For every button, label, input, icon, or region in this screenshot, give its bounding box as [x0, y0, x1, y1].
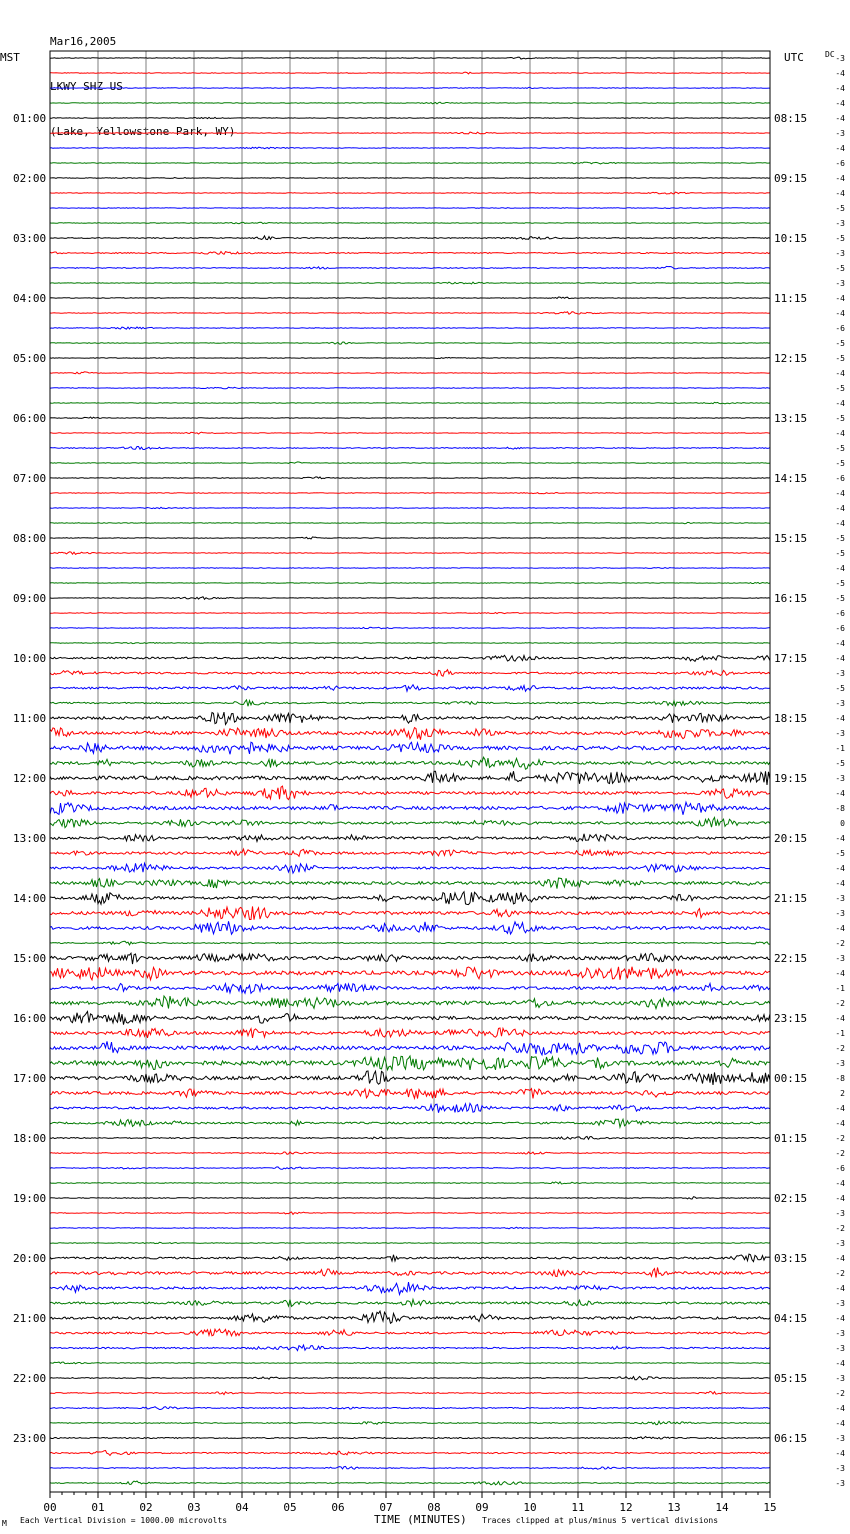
dc-offset-label: -4	[835, 1104, 845, 1113]
right-hour-label: 20:15	[774, 832, 808, 845]
trace-line-67	[50, 1056, 770, 1070]
left-hour-label: 10:00	[13, 652, 47, 665]
right-hour-label: 15:15	[774, 532, 808, 545]
left-hour-label: 18:00	[13, 1132, 47, 1145]
dc-offset-label: -4	[835, 99, 845, 108]
dc-offset-label: -4	[835, 1179, 845, 1188]
trace-line-61	[50, 967, 770, 980]
dc-offset-label: -4	[835, 114, 845, 123]
dc-offset-label: -5	[835, 204, 845, 213]
trace-line-10	[50, 208, 770, 209]
dc-offset-label: -4	[835, 489, 845, 498]
dc-offset-label: -5	[835, 849, 845, 858]
dc-offset-label: -6	[835, 159, 845, 168]
x-tick-label: 04	[235, 1501, 249, 1514]
trace-line-7	[50, 162, 770, 164]
right-hour-label: 09:15	[774, 172, 808, 185]
dc-offset-label: -3	[835, 699, 845, 708]
left-hour-label: 14:00	[13, 892, 47, 905]
trace-line-49	[50, 786, 770, 800]
right-hour-label: 21:15	[774, 892, 808, 905]
trace-line-91	[50, 1421, 770, 1425]
trace-line-41	[50, 670, 770, 677]
right-hour-label: 14:15	[774, 472, 808, 485]
trace-line-34	[50, 568, 770, 569]
right-hour-label: 19:15	[774, 772, 808, 785]
trace-line-12	[50, 236, 770, 240]
dc-offset-label: -4	[835, 714, 845, 723]
dc-offset-label: -4	[835, 399, 845, 408]
dc-offset-label: -4	[835, 1014, 845, 1023]
dc-offset-label: -5	[835, 534, 845, 543]
location-label: (Lake, Yellowstone Park, WY)	[50, 125, 236, 138]
right-hour-label: 12:15	[774, 352, 808, 365]
dc-offset-label: -6	[835, 1164, 845, 1173]
dc-offset-label: -4	[835, 294, 845, 303]
x-tick-label: 05	[283, 1501, 297, 1514]
trace-line-26	[50, 447, 770, 450]
trace-line-70	[50, 1103, 770, 1112]
dc-offset-label: -3	[835, 1374, 845, 1383]
dc-offset-label: -4	[835, 834, 845, 843]
trace-line-24	[50, 417, 770, 419]
trace-line-32	[50, 537, 770, 539]
trace-line-83	[50, 1299, 770, 1306]
dc-offset-label: -5	[835, 339, 845, 348]
dc-offset-label: -4	[835, 69, 845, 78]
dc-offset-label: -2	[835, 1389, 845, 1398]
dc-offset-label: -2	[835, 939, 845, 948]
trace-line-94	[50, 1466, 770, 1469]
x-tick-label: 08	[427, 1501, 441, 1514]
left-hour-label: 22:00	[13, 1372, 47, 1385]
left-hour-label: 02:00	[13, 172, 47, 185]
station-label: LKWY SHZ US	[50, 80, 123, 93]
trace-line-33	[50, 552, 770, 555]
dc-offset-label: -3	[835, 774, 845, 783]
left-hour-label: 09:00	[13, 592, 47, 605]
trace-line-66	[50, 1041, 770, 1055]
right-hour-label: 11:15	[774, 292, 808, 305]
left-hour-label: 07:00	[13, 472, 47, 485]
trace-line-65	[50, 1028, 770, 1038]
trace-line-2	[50, 87, 770, 88]
left-hour-label: 08:00	[13, 532, 47, 545]
trace-line-21	[50, 372, 770, 374]
dc-offset-label: -4	[835, 864, 845, 873]
dc-offset-label: -4	[835, 789, 845, 798]
right-hour-label: 10:15	[774, 232, 808, 245]
trace-line-48	[50, 771, 770, 785]
dc-offset-label: -4	[835, 654, 845, 663]
trace-line-42	[50, 685, 770, 692]
trace-line-38	[50, 627, 770, 628]
trace-line-74	[50, 1167, 770, 1169]
trace-line-27	[50, 462, 770, 464]
dc-offset-label: -4	[835, 429, 845, 438]
scale-note: Each Vertical Division = 1000.00 microvolts	[20, 1516, 228, 1525]
trace-line-53	[50, 849, 770, 856]
trace-line-37	[50, 613, 770, 614]
right-hour-label: 08:15	[774, 112, 808, 125]
left-hour-labels	[13, 112, 46, 1445]
dc-offset-label: -2	[835, 1149, 845, 1158]
dc-offset-label: -1	[835, 984, 845, 993]
dc-offset-label: -8	[835, 804, 845, 813]
dc-offset-label: -6	[835, 609, 845, 618]
dc-offset-label: -4	[835, 309, 845, 318]
dc-offset-label: -5	[835, 594, 845, 603]
trace-line-90	[50, 1407, 770, 1410]
dc-offset-label: -2	[835, 999, 845, 1008]
dc-offset-label: -3	[835, 894, 845, 903]
dc-offset-label: -4	[835, 144, 845, 153]
dc-offset-label: -4	[835, 639, 845, 648]
trace-line-95	[50, 1481, 770, 1485]
trace-line-46	[50, 742, 770, 754]
trace-line-72	[50, 1136, 770, 1139]
x-tick-label: 09	[475, 1501, 489, 1514]
trace-line-9	[50, 192, 770, 194]
dc-offset-label: -4	[835, 1419, 845, 1428]
trace-line-44	[50, 712, 770, 724]
left-hour-label: 05:00	[13, 352, 47, 365]
left-hour-label: 23:00	[13, 1432, 47, 1445]
corner-mark: M	[2, 1519, 7, 1528]
trace-line-6	[50, 147, 770, 148]
dc-offset-label: -3	[835, 54, 845, 63]
trace-line-11	[50, 222, 770, 223]
dc-offset-label: -3	[835, 1464, 845, 1473]
trace-line-19	[50, 342, 770, 344]
trace-line-82	[50, 1282, 770, 1294]
dc-offset-label: -3	[835, 1239, 845, 1248]
x-axis-ticks	[43, 1492, 776, 1514]
dc-offset-labels	[835, 54, 845, 1488]
trace-line-63	[50, 996, 770, 1009]
right-hour-label: 18:15	[774, 712, 808, 725]
clip-note: Traces clipped at plus/minus 5 vertical divisions	[482, 1516, 719, 1525]
dc-offset-label: -4	[835, 519, 845, 528]
x-axis-label: TIME (MINUTES)	[374, 1513, 467, 1526]
dc-offset-label: -5	[835, 234, 845, 243]
dc-offset-label: -3	[835, 909, 845, 918]
dc-offset-label: -3	[835, 669, 845, 678]
x-tick-label: 11	[571, 1501, 585, 1514]
trace-line-40	[50, 655, 770, 661]
trace-line-85	[50, 1329, 770, 1336]
dc-offset-label: -4	[835, 1194, 845, 1203]
dc-offset-label: -4	[835, 969, 845, 978]
trace-line-86	[50, 1345, 770, 1351]
date-label: Mar16,2005	[50, 35, 117, 48]
trace-line-15	[50, 282, 770, 284]
trace-line-45	[50, 728, 770, 740]
left-hour-label: 20:00	[13, 1252, 47, 1265]
dc-offset-label: -4	[835, 1314, 845, 1323]
trace-line-92	[50, 1437, 770, 1440]
trace-line-62	[50, 983, 770, 993]
dc-offset-label: -6	[835, 624, 845, 633]
dc-offset-label: -4	[835, 1119, 845, 1128]
trace-line-76	[50, 1197, 770, 1199]
dc-offset-label: -6	[835, 474, 845, 483]
x-tick-label: 00	[43, 1501, 57, 1514]
dc-header-label: DC	[825, 50, 835, 59]
trace-line-57	[50, 906, 770, 919]
dc-offset-label: -3	[835, 954, 845, 963]
dc-offset-label: -5	[835, 579, 845, 588]
trace-line-1	[50, 72, 770, 74]
x-tick-label: 06	[331, 1501, 345, 1514]
x-tick-label: 15	[763, 1501, 777, 1514]
trace-line-71	[50, 1119, 770, 1127]
x-tick-label: 14	[715, 1501, 729, 1514]
left-hour-label: 17:00	[13, 1072, 47, 1085]
dc-offset-label: -4	[835, 879, 845, 888]
dc-offset-label: -8	[835, 1074, 845, 1083]
right-hour-label: 04:15	[774, 1312, 808, 1325]
right-hour-label: 03:15	[774, 1252, 808, 1265]
trace-line-59	[50, 941, 770, 945]
dc-offset-label: -4	[835, 564, 845, 573]
dc-offset-label: -5	[835, 264, 845, 273]
vertical-gridlines	[98, 51, 722, 1492]
dc-offset-label: -5	[835, 684, 845, 693]
trace-line-39	[50, 643, 770, 644]
left-hour-label: 01:00	[13, 112, 47, 125]
x-tick-label: 03	[187, 1501, 201, 1514]
trace-line-50	[50, 802, 770, 815]
dc-offset-label: -2	[835, 1224, 845, 1233]
right-hour-label: 17:15	[774, 652, 808, 665]
dc-offset-label: -4	[835, 1284, 845, 1293]
trace-line-20	[50, 357, 770, 358]
trace-line-87	[50, 1362, 770, 1364]
trace-line-31	[50, 522, 770, 523]
dc-offset-label: -1	[835, 744, 845, 753]
dc-offset-label: -4	[835, 1254, 845, 1263]
trace-line-77	[50, 1212, 770, 1214]
trace-line-64	[50, 1012, 770, 1025]
dc-offset-label: -5	[835, 759, 845, 768]
left-hour-label: 21:00	[13, 1312, 47, 1325]
trace-line-75	[50, 1182, 770, 1184]
dc-offset-label: -1	[835, 1029, 845, 1038]
trace-line-52	[50, 834, 770, 842]
trace-line-54	[50, 863, 770, 873]
x-tick-label: 10	[523, 1501, 537, 1514]
left-hour-label: 03:00	[13, 232, 47, 245]
trace-group	[50, 57, 770, 1485]
trace-line-60	[50, 953, 770, 964]
trace-line-35	[50, 582, 770, 583]
dc-offset-label: -4	[835, 1404, 845, 1413]
trace-line-8	[50, 178, 770, 179]
dc-offset-label: -2	[835, 1044, 845, 1053]
dc-offset-label: -5	[835, 459, 845, 468]
right-hour-label: 01:15	[774, 1132, 808, 1145]
trace-line-28	[50, 477, 770, 479]
trace-line-79	[50, 1242, 770, 1243]
left-hour-label: 12:00	[13, 772, 47, 785]
right-timezone-label: UTC	[784, 51, 804, 64]
dc-offset-label: -6	[835, 324, 845, 333]
dc-offset-label: -4	[835, 189, 845, 198]
x-tick-label: 12	[619, 1501, 633, 1514]
trace-line-5	[50, 132, 770, 134]
dc-offset-label: -4	[835, 174, 845, 183]
dc-offset-label: -3	[835, 1434, 845, 1443]
trace-line-58	[50, 921, 770, 934]
trace-line-69	[50, 1089, 770, 1099]
right-hour-label: 16:15	[774, 592, 808, 605]
trace-line-3	[50, 102, 770, 104]
right-hour-label: 06:15	[774, 1432, 808, 1445]
trace-line-73	[50, 1152, 770, 1155]
x-tick-label: 01	[91, 1501, 105, 1514]
trace-line-47	[50, 757, 770, 769]
right-hour-label: 13:15	[774, 412, 808, 425]
left-hour-label: 15:00	[13, 952, 47, 965]
dc-offset-label: -3	[835, 1329, 845, 1338]
dc-offset-label: -3	[835, 1209, 845, 1218]
trace-line-80	[50, 1254, 770, 1262]
dc-offset-label: -3	[835, 249, 845, 258]
trace-line-13	[50, 252, 770, 255]
trace-line-81	[50, 1268, 770, 1278]
dc-offset-label: 2	[840, 1089, 845, 1098]
left-hour-label: 04:00	[13, 292, 47, 305]
left-hour-label: 16:00	[13, 1012, 47, 1025]
dc-offset-label: -3	[835, 1344, 845, 1353]
dc-offset-label: -3	[835, 1299, 845, 1308]
x-tick-label: 02	[139, 1501, 153, 1514]
right-hour-labels	[774, 112, 807, 1445]
dc-offset-label: -3	[835, 129, 845, 138]
trace-line-4	[50, 117, 770, 118]
trace-line-84	[50, 1311, 770, 1323]
right-hour-label: 05:15	[774, 1372, 808, 1385]
dc-offset-label: -3	[835, 219, 845, 228]
trace-line-14	[50, 266, 770, 269]
dc-offset-label: -4	[835, 924, 845, 933]
x-tick-label: 13	[667, 1501, 681, 1514]
trace-line-55	[50, 878, 770, 889]
dc-offset-label: -3	[835, 729, 845, 738]
trace-line-18	[50, 327, 770, 329]
right-hour-label: 00:15	[774, 1072, 808, 1085]
trace-line-51	[50, 817, 770, 827]
x-tick-label: 07	[379, 1501, 393, 1514]
dc-offset-label: -3	[835, 279, 845, 288]
trace-line-25	[50, 432, 770, 434]
left-hour-label: 06:00	[13, 412, 47, 425]
dc-offset-label: -4	[835, 504, 845, 513]
right-hour-label: 22:15	[774, 952, 808, 965]
left-hour-label: 13:00	[13, 832, 47, 845]
dc-offset-label: 0	[840, 819, 845, 828]
dc-offset-label: -3	[835, 1479, 845, 1488]
trace-line-88	[50, 1377, 770, 1380]
dc-offset-label: -5	[835, 414, 845, 423]
trace-line-30	[50, 507, 770, 508]
dc-offset-label: -5	[835, 444, 845, 453]
dc-offset-label: -2	[835, 1269, 845, 1278]
trace-line-43	[50, 700, 770, 706]
left-hour-label: 11:00	[13, 712, 47, 725]
trace-line-36	[50, 597, 770, 600]
left-hour-label: 19:00	[13, 1192, 47, 1205]
trace-line-93	[50, 1451, 770, 1456]
trace-line-89	[50, 1391, 770, 1394]
dc-offset-label: -4	[835, 1359, 845, 1368]
dc-offset-label: -4	[835, 84, 845, 93]
dc-offset-label: -3	[835, 1059, 845, 1068]
trace-line-22	[50, 387, 770, 389]
trace-line-17	[50, 312, 770, 315]
trace-line-78	[50, 1227, 770, 1229]
right-hour-label: 23:15	[774, 1012, 808, 1025]
dc-offset-label: -5	[835, 384, 845, 393]
trace-line-68	[50, 1071, 770, 1085]
dc-offset-label: -5	[835, 549, 845, 558]
trace-line-0	[50, 57, 770, 59]
dc-offset-label: -5	[835, 354, 845, 363]
left-timezone-label: MST	[0, 51, 20, 64]
trace-line-16	[50, 297, 770, 299]
trace-line-56	[50, 892, 770, 905]
right-hour-label: 02:15	[774, 1192, 808, 1205]
dc-offset-label: -2	[835, 1134, 845, 1143]
dc-offset-label: -4	[835, 1449, 845, 1458]
trace-line-29	[50, 493, 770, 494]
trace-line-23	[50, 402, 770, 404]
dc-offset-label: -4	[835, 369, 845, 378]
